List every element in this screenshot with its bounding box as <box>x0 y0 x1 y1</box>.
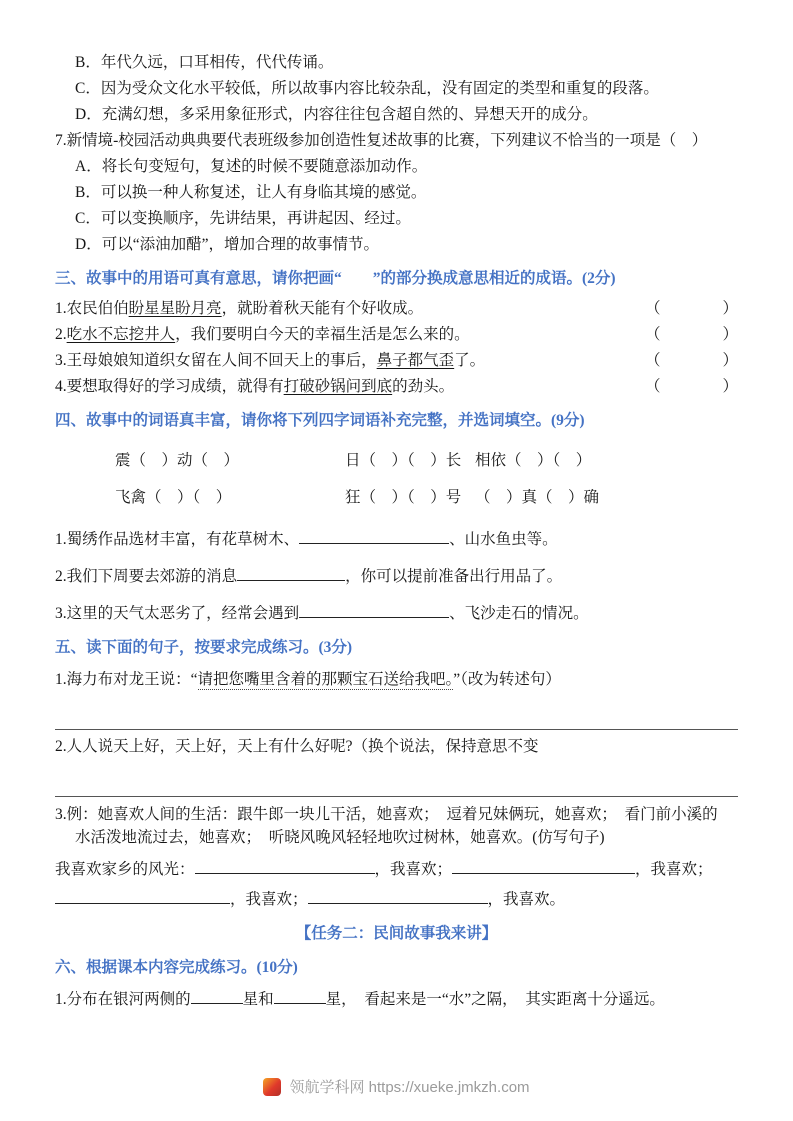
word-blank: 狂（ ）（ ）号 <box>345 489 462 506</box>
text-segment: 1.海力布对龙王说：“ <box>55 671 198 688</box>
fill-blank <box>308 888 488 904</box>
answer-line <box>55 760 738 797</box>
mimic-writing-line2 <box>55 885 738 915</box>
section4-title: 四、故事中的词语真丰富，请你将下列四字词语补充完整，并选词填空。(9分) <box>55 412 585 429</box>
answer-line <box>55 693 738 730</box>
task2-banner: 【任务二：民间故事我来讲】 <box>295 925 498 942</box>
word-blank: 日（ ）（ ）长 <box>345 452 462 469</box>
text-segment: 、飞沙走石的情况。 <box>449 605 589 622</box>
text-segment: ，我喜欢； <box>635 861 713 878</box>
question-item <box>55 667 738 693</box>
text-segment: ，你可以提前准备出行用品了。 <box>345 568 563 585</box>
underlined-phrase: 盼星星盼月亮 <box>128 300 222 317</box>
text-segment: 2.我们下周要去郊游的消息 <box>55 568 238 585</box>
question-item <box>55 348 738 374</box>
text-segment: ，我喜欢。 <box>487 891 566 908</box>
option-row: A．将长句变短句，复述的时候不要随意添加动作。 <box>75 158 428 175</box>
fill-blank <box>452 858 635 874</box>
fill-blank <box>299 602 449 618</box>
footer-text: 领航学科网 https://xueke.jmkzh.com <box>289 1079 530 1096</box>
option-row: C．因为受众文化水平较低，所以故事内容比较杂乱，没有固定的类型和重复的段落。 <box>75 80 659 97</box>
example-sentence-line1: 3.例：她喜欢人间的生活：跟牛郎一块儿干活，她喜欢； 逗着兄妹俩玩，她喜欢； 看门前小溪的 <box>55 806 718 823</box>
answer-bracket: （ ） <box>644 378 738 395</box>
text-segment: 的劲头。 <box>392 378 455 395</box>
fill-item <box>55 564 738 590</box>
question-6-options <box>55 50 738 128</box>
section3-title: 三、故事中的用语可真有意思，请你把画“ ”的部分换成意思相近的成语。(2分) <box>55 270 616 287</box>
text-segment: 4.要想取得好的学习成绩，就得有 <box>55 378 284 395</box>
word-blank: 震（ ）动（ ） <box>115 452 240 469</box>
example-sentence-line2: 水活泼地流过去，她喜欢； 听晓风晚风轻轻地吹过树林，她喜欢。(仿写句子) <box>75 829 605 846</box>
underlined-phrase: 吃水不忘挖井人 <box>66 326 176 343</box>
text-segment: 1.分布在银河两侧的 <box>55 991 191 1008</box>
dotted-underline-phrase: 请把您嘴里含着的那颗宝石送给我吧。 <box>197 671 454 688</box>
fill-blank <box>55 888 230 904</box>
question-item <box>55 987 738 1013</box>
fill-blank <box>274 988 326 1004</box>
answer-bracket: （ ） <box>644 326 738 343</box>
question-text <box>55 322 470 348</box>
word-completion-row <box>55 442 738 479</box>
option-row: B．年代久远，口耳相传，代代传诵。 <box>75 54 334 71</box>
text-segment: ，我喜欢； <box>374 861 453 878</box>
fill-blank <box>191 988 243 1004</box>
word-blank: 相依（ ）（ ） <box>475 452 592 469</box>
fill-item <box>55 601 738 627</box>
question-item: 2.人人说天上好，天上好，天上有什么好呢?（换个说法，保持意思不变 <box>55 738 539 755</box>
word-blank: （ ）真（ ）确 <box>475 489 600 506</box>
text-segment: ”（改为转述句） <box>453 671 561 688</box>
text-segment: ，我喜欢； <box>230 891 308 908</box>
fill-item <box>55 527 738 553</box>
fill-blank <box>299 528 449 544</box>
text-segment: 3.王母娘娘知道织女留在人间不回天上的事后， <box>55 352 377 369</box>
word-completion-row <box>55 479 738 516</box>
text-segment: 3.这里的天气太恶劣了，经常会遇到 <box>55 605 300 622</box>
question-text <box>55 296 423 322</box>
site-logo-icon <box>263 1078 281 1096</box>
question-text <box>55 374 454 400</box>
text-segment: ，就盼着秋天能有个好收成。 <box>221 300 424 317</box>
text-segment: 1.农民伯伯 <box>55 300 129 317</box>
question-item <box>55 296 738 322</box>
underlined-phrase: 打破砂锅问到底 <box>283 378 393 395</box>
text-segment: 星， 看起来是一“水”之隔， 其实距离十分遥远。 <box>325 991 665 1008</box>
underlined-phrase: 鼻子都气歪 <box>376 352 455 369</box>
text-segment: 1.蜀绣作品选材丰富，有花草树木、 <box>55 531 300 548</box>
option-row: D．可以“添油加醋”，增加合理的故事情节。 <box>75 236 379 253</box>
question-item <box>55 374 738 400</box>
mimic-writing-line1 <box>55 855 738 885</box>
footer <box>0 1076 793 1097</box>
fill-blank <box>195 858 375 874</box>
option-row: B．可以换一种人称复述，让人有身临其境的感觉。 <box>75 184 427 201</box>
question-item <box>55 322 738 348</box>
section6-title: 六、根据课本内容完成练习。(10分) <box>55 959 298 976</box>
fill-blank <box>237 565 345 581</box>
text-segment: 2. <box>55 326 67 343</box>
text-segment: 了。 <box>454 352 486 369</box>
word-blank: 飞禽（ ）（ ） <box>115 489 232 506</box>
text-segment: 、山水鱼虫等。 <box>449 531 558 548</box>
option-row: D．充满幻想，多采用象征形式，内容往往包含超自然的、异想天开的成分。 <box>75 106 598 123</box>
text-segment: ，我们要明白今天的幸福生活是怎么来的。 <box>175 326 470 343</box>
section5-title: 五、读下面的句子，按要求完成练习。(3分) <box>55 639 353 656</box>
text-segment: 星和 <box>242 991 274 1008</box>
text-segment: 我喜欢家乡的风光： <box>55 861 195 878</box>
question-7-stem: 7.新情境-校园活动典典要代表班级参加创造性复述故事的比赛，下列建议不恰当的一项是（ ） <box>55 132 708 149</box>
option-row: C．可以变换顺序，先讲结果，再讲起因、经过。 <box>75 210 411 227</box>
answer-bracket: （ ） <box>644 352 738 369</box>
question-text <box>55 348 485 374</box>
answer-bracket: （ ） <box>644 300 738 317</box>
